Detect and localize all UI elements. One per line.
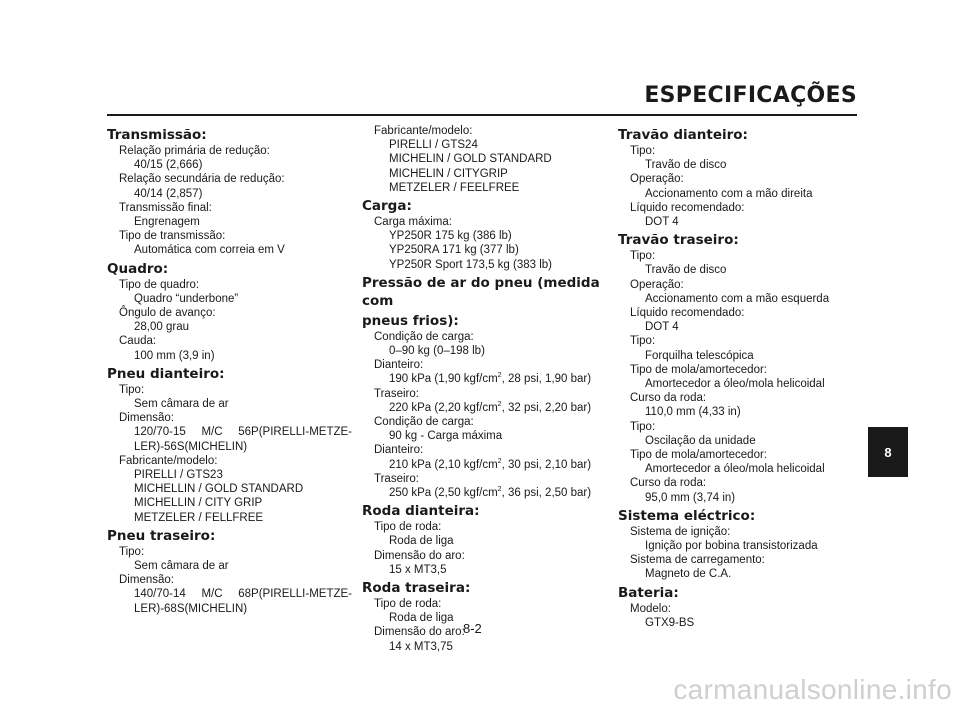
spec-label: Operação: xyxy=(630,278,684,291)
spec-value: 220 kPa (2,20 kgf/$cm^2$, 32 psi, 2,20 bar) xyxy=(389,401,592,414)
spec-value: MICHELLIN / CITY GRIP xyxy=(134,497,263,510)
section-heading: Bateria: xyxy=(618,584,679,601)
spec-value: 0–90 kg (0–198 lb) xyxy=(389,345,485,358)
section-heading: Roda traseira: xyxy=(362,580,471,597)
section-heading: Sistema eléctrico: xyxy=(618,507,756,524)
spec-value: PIRELLI / GTS23 xyxy=(134,469,223,482)
spec-value: 120/70-15 M/C 56P(PIRELLI-METZE- xyxy=(134,426,352,439)
spec-value: DOT 4 xyxy=(645,321,679,334)
spec-label: Dimensão do aro: xyxy=(374,626,465,639)
spec-label: Líquido recomendado: xyxy=(630,307,745,320)
section-heading: Pneu dianteiro: xyxy=(107,365,225,382)
spec-value: MICHELLIN / GOLD STANDARD xyxy=(134,483,304,496)
spec-value: 100 mm (3,9 in) xyxy=(134,349,215,362)
chapter-tab[interactable]: 8 xyxy=(868,427,908,477)
spec-label: Sistema de ignição: xyxy=(630,525,731,538)
page-number: 8-2 xyxy=(463,621,482,636)
spec-value: Sem câmara de ar xyxy=(134,398,229,411)
spec-label: Relação secundária de redução: xyxy=(119,173,285,186)
section-heading: Carga: xyxy=(362,198,412,215)
spec-label: Tipo de transmissão: xyxy=(119,230,226,243)
spec-value: Travão de disco xyxy=(645,264,727,277)
spec-value: Accionamento com a mão esquerda xyxy=(645,292,830,305)
spec-value: Ignição por bobina transistorizada xyxy=(645,540,818,553)
section-heading: Roda dianteira: xyxy=(362,503,480,520)
spec-value: Amortecedor a óleo/mola helicoidal xyxy=(645,378,825,391)
spec-label: Fabricante/modelo: xyxy=(119,454,218,467)
spec-label: Tipo de roda: xyxy=(374,521,442,534)
spec-value: 90 kg - Carga máxima xyxy=(389,430,503,443)
spec-label: Modelo: xyxy=(630,602,671,615)
spec-value: Roda de liga xyxy=(389,612,454,625)
spec-value: YP250RA 171 kg (377 lb) xyxy=(389,244,519,257)
spec-value: Accionamento com a mão direita xyxy=(645,187,813,200)
spec-label: Sistema de carregamento: xyxy=(630,554,765,567)
spec-value: 15 x MT3,5 xyxy=(389,563,447,576)
spec-label: Dianteiro: xyxy=(374,444,424,457)
spec-value: 110,0 mm (4,33 in) xyxy=(645,406,741,419)
spec-value: PIRELLI / GTS24 xyxy=(389,139,478,152)
spec-value: DOT 4 xyxy=(645,216,679,229)
spec-label: Tipo: xyxy=(630,420,656,433)
spec-value: 40/14 (2,857) xyxy=(134,187,203,200)
section-heading: Transmissão: xyxy=(107,127,207,143)
watermark: carmanualsonline.info xyxy=(673,674,952,705)
spec-value: Magneto de C.A. xyxy=(645,568,732,581)
spec-value: 40/15 (2,666) xyxy=(134,159,203,172)
spec-label: Fabricante/modelo: xyxy=(374,125,473,137)
section-heading: Travão dianteiro: xyxy=(618,127,748,143)
spec-value: 95,0 mm (3,74 in) xyxy=(645,491,736,504)
spec-value: Amortecedor a óleo/mola helicoidal xyxy=(645,463,825,476)
spec-label: Traseiro: xyxy=(374,472,419,485)
spec-label: Tipo: xyxy=(630,250,656,263)
spec-value: YP250R Sport 173,5 kg (383 lb) xyxy=(389,258,553,271)
spec-label: Tipo de mola/amortecedor: xyxy=(630,449,768,462)
section-heading: pneus frios): xyxy=(362,312,459,329)
spec-label: Tipo: xyxy=(630,145,656,157)
spec-value: LER)-68S(MICHELIN) xyxy=(134,602,248,615)
spec-value: METZELER / FEELFREE xyxy=(389,181,520,194)
spec-value: YP250R 175 kg (386 lb) xyxy=(389,230,512,243)
spec-label: Dimensão: xyxy=(119,412,174,425)
column-3 xyxy=(618,124,848,630)
spec-value: 28,00 grau xyxy=(134,321,189,334)
section-heading: Quadro: xyxy=(107,260,169,277)
title-rule xyxy=(107,114,857,116)
spec-label: Tipo: xyxy=(119,383,145,396)
spec-value: Quadro “underbone” xyxy=(134,292,239,305)
spec-label: Dianteiro: xyxy=(374,359,424,372)
spec-value: Travão de disco xyxy=(645,159,727,172)
spec-label: Tipo: xyxy=(119,545,145,558)
spec-label: Ôngulo de avanço: xyxy=(119,307,216,320)
spec-label: Relação primária de redução: xyxy=(119,145,270,157)
spec-value: 140/70-14 M/C 68P(PIRELLI-METZE- xyxy=(134,588,352,601)
spec-value: MICHELIN / CITYGRIP xyxy=(389,167,508,180)
spec-label: Tipo de mola/amortecedor: xyxy=(630,363,768,376)
spec-label: Condição de carga: xyxy=(374,416,474,429)
spec-value: Oscilação da unidade xyxy=(645,434,756,447)
spec-label: Tipo: xyxy=(630,335,656,348)
spec-value: 210 kPa (2,10 kgf/$cm^2$, 30 psi, 2,10 bar) xyxy=(389,457,592,471)
section-heading: Travão traseiro: xyxy=(618,232,739,249)
spec-value: Forquilha telescópica xyxy=(645,349,754,362)
spec-label: Operação: xyxy=(630,173,684,186)
spec-label: Curso da roda: xyxy=(630,392,707,405)
column-1 xyxy=(107,124,352,616)
spec-label: Curso da roda: xyxy=(630,477,707,490)
spec-label: Transmissão final: xyxy=(119,201,212,214)
spec-label: Tipo de quadro: xyxy=(119,278,200,291)
page-title: ESPECIFICAÇÕES xyxy=(644,83,857,108)
spec-label: Dimensão do aro: xyxy=(374,549,465,562)
spec-label: Dimensão: xyxy=(119,574,174,587)
spec-value: 190 kPa (1,90 kgf/$cm^2$, 28 psi, 1,90 bar) xyxy=(389,372,592,386)
spec-value: METZELER / FELLFREE xyxy=(134,511,264,524)
spec-label: Carga máxima: xyxy=(374,216,452,229)
spec-value: Automática com correia em V xyxy=(134,244,285,257)
spec-label: Tipo de roda: xyxy=(374,598,442,611)
spec-label: Líquido recomendado: xyxy=(630,201,745,214)
spec-value: LER)-56S(MICHELIN) xyxy=(134,440,248,453)
spec-value: Engrenagem xyxy=(134,216,200,229)
section-heading: Pressão de ar do pneu (medida com xyxy=(362,274,600,309)
spec-value: GTX9-BS xyxy=(645,616,695,629)
spec-value: 14 x MT3,75 xyxy=(389,640,453,653)
spec-value: Roda de liga xyxy=(389,535,454,548)
spec-label: Condição de carga: xyxy=(374,330,474,343)
spec-label: Traseiro: xyxy=(374,387,419,400)
spec-value: Sem câmara de ar xyxy=(134,560,229,573)
column-2 xyxy=(362,124,607,654)
section-heading: Pneu traseiro: xyxy=(107,527,216,544)
spec-value: MICHELIN / GOLD STANDARD xyxy=(389,153,552,166)
spec-value: 250 kPa (2,50 kgf/$cm^2$, 36 psi, 2,50 bar) xyxy=(389,486,592,500)
spec-label: Cauda: xyxy=(119,335,157,348)
